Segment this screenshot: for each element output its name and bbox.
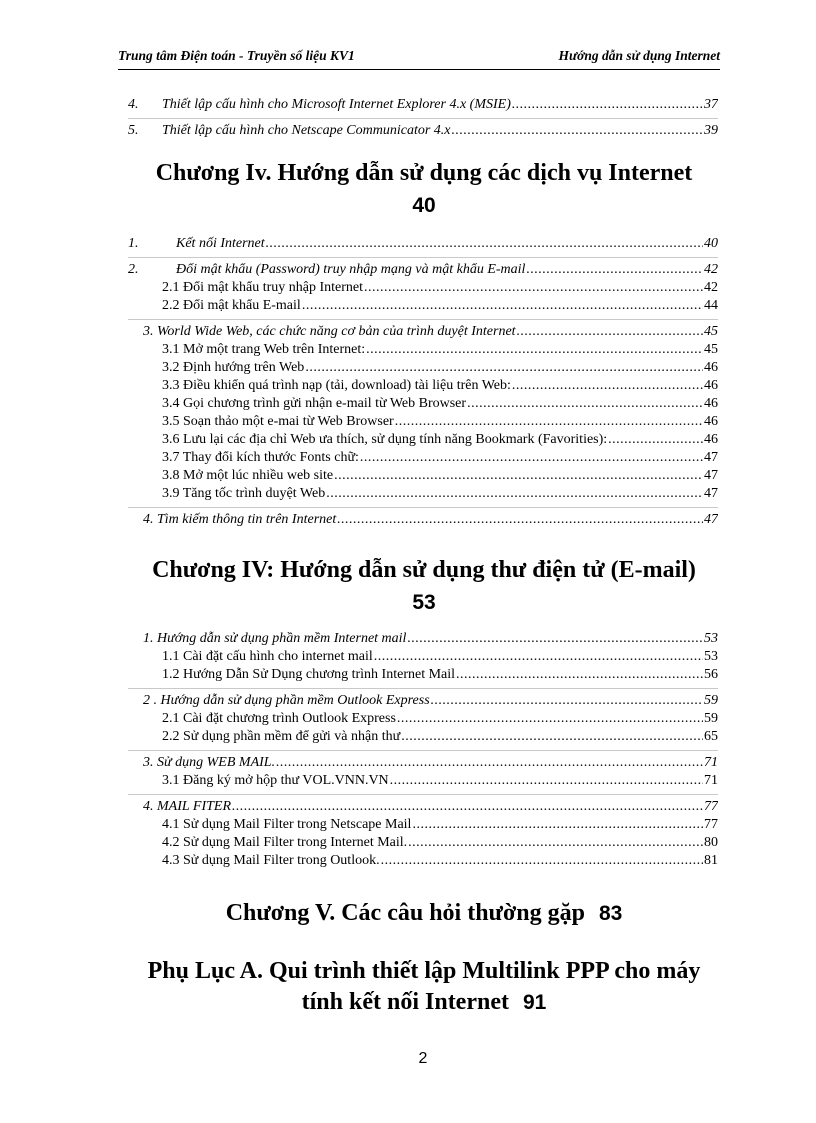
dot-leader	[407, 630, 703, 648]
entry-divider	[128, 750, 718, 751]
chapter-title-line-2: tính kết nối Internet	[301, 989, 509, 1015]
toc-block-2	[128, 235, 718, 529]
toc-subentry[interactable]: 2.2 Sử dụng phần mềm để gửi và nhận thư ..... 65	[128, 728, 718, 746]
dot-leader	[412, 816, 703, 834]
toc-subentry[interactable]: 4.1 Sử dụng Mail Filter trong Netscape Mail ..... 77	[128, 816, 718, 834]
toc-subentry[interactable]: 4.2 Sử dụng Mail Filter trong Internet Mail. ..... 80	[128, 834, 718, 852]
chapter-title: Chương V. Các câu hỏi thường gặp	[225, 900, 585, 926]
toc-subentry[interactable]: 3.8 Mở một lúc nhiều web site ..... 47	[128, 467, 718, 485]
chapter-title: Chương Iv. Hướng dẫn sử dụng các dịch vụ Internet	[155, 160, 693, 186]
dot-leader	[517, 323, 703, 341]
dot-leader	[526, 261, 703, 279]
toc-subentry[interactable]: 2.1 Đổi mật khẩu truy nhập Internet ..... 42	[128, 279, 718, 297]
dot-leader	[381, 852, 703, 870]
chapter-title-line-1: Phụ Lục A. Qui trình thiết lập Multilink PPP cho máy	[147, 958, 701, 984]
toc-subentry[interactable]: 2.2 Đổi mật khẩu E-mail ..... 44	[128, 297, 718, 315]
toc-entry[interactable]: 1. Kết nối Internet ..... 40	[128, 235, 718, 253]
toc-subentry[interactable]: 1.2 Hướng Dẫn Sử Dụng chương trình Internet Mail ..... 56	[128, 666, 718, 684]
header-rule	[118, 69, 720, 70]
entry-divider	[128, 257, 718, 258]
chapter-page: 53	[412, 591, 436, 614]
entry-divider	[128, 794, 718, 795]
toc-subentry[interactable]: 2.1 Cài đặt chương trình Outlook Express ..... 59	[128, 710, 718, 728]
chapter-heading[interactable]	[118, 555, 730, 618]
chapter-title: Chương IV: Hướng dẫn sử dụng thư điện tử (E-mail)	[152, 557, 696, 583]
chapter-page: 91	[522, 991, 547, 1014]
dot-leader	[366, 341, 703, 359]
toc-subentry[interactable]: 3.9 Tăng tốc trình duyệt Web ..... 47	[128, 485, 718, 503]
dot-leader	[608, 431, 703, 449]
dot-leader	[512, 96, 703, 114]
toc-entry[interactable]: 3. World Wide Web, các chức năng cơ bản của trình duyệt Internet ..... 45	[128, 323, 718, 341]
dot-leader	[302, 297, 703, 315]
toc-subentry[interactable]: 3.2 Định hướng trên Web ..... 46	[128, 359, 718, 377]
toc-subentry[interactable]: 3.4 Gọi chương trình gửi nhận e-mail từ Web Browser ..... 46	[128, 395, 718, 413]
chapter-page: 40	[412, 194, 436, 217]
header-left: Trung tâm Điện toán - Truyền số liệu KV1	[118, 48, 355, 63]
entry-divider	[128, 319, 718, 320]
toc-entry[interactable]: 4. Tìm kiếm thông tin trên Internet ..... 47	[128, 511, 718, 529]
toc-subentry[interactable]: 4.3 Sử dụng Mail Filter trong Outlook. ..... 81	[128, 852, 718, 870]
dot-leader	[512, 377, 703, 395]
dot-leader	[337, 511, 703, 529]
dot-leader	[452, 122, 703, 140]
dot-leader	[397, 710, 703, 728]
dot-leader	[232, 798, 703, 816]
toc-entry[interactable]: 2 . Hướng dẫn sử dụng phần mềm Outlook Express ..... 59	[128, 692, 718, 710]
toc-entry[interactable]: 4. MAIL FITER ..... 77	[128, 798, 718, 816]
header-right: Hướng dẫn sử dụng Internet	[558, 48, 720, 63]
dot-leader	[408, 834, 703, 852]
entry-divider	[128, 507, 718, 508]
page-header	[118, 48, 720, 70]
chapter-page: 83	[598, 902, 623, 925]
toc-subentry[interactable]: 3.3 Điều khiển quá trình nạp (tải, download) tài liệu trên Web: ..... 46	[128, 377, 718, 395]
toc-subentry[interactable]: 3.7 Thay đổi kích thước Fonts chữ: ..... 47	[128, 449, 718, 467]
toc-subentry[interactable]: 3.5 Soạn thảo một e-mai từ Web Browser ..... 46	[128, 413, 718, 431]
toc-entry[interactable]: 4. Thiết lập cấu hình cho Microsoft Internet Explorer 4.x (MSIE) ..... 37	[128, 96, 718, 114]
toc-subentry[interactable]: 1.1 Cài đặt cấu hình cho internet mail ..... 53	[128, 648, 718, 666]
toc-block-3	[128, 630, 718, 870]
dot-leader	[456, 666, 703, 684]
dot-leader	[266, 235, 703, 253]
toc-subentry[interactable]: 3.1 Mở một trang Web trên Internet: ..... 45	[128, 341, 718, 359]
dot-leader	[305, 359, 703, 377]
dot-leader	[276, 754, 703, 772]
dot-leader	[431, 692, 703, 710]
entry-divider	[128, 688, 718, 689]
toc-entry[interactable]: 5. Thiết lập cấu hình cho Netscape Communicator 4.x ..... 39	[128, 122, 718, 140]
dot-leader	[334, 467, 703, 485]
chapter-heading[interactable]	[118, 956, 730, 1018]
toc-subentry[interactable]: 3.1 Đăng ký mở hộp thư VOL.VNN.VN ..... 71	[128, 772, 718, 790]
dot-leader	[390, 772, 703, 790]
dot-leader	[326, 485, 703, 503]
dot-leader	[395, 413, 703, 431]
chapter-heading[interactable]	[118, 158, 730, 221]
toc-subentry[interactable]: 3.6 Lưu lại các địa chỉ Web ưa thích, sử dụng tính năng Bookmark (Favorities): ..... 46	[128, 431, 718, 449]
dot-leader	[467, 395, 703, 413]
toc-entry[interactable]: 2. Đổi mật khẩu (Password) truy nhập mạng và mật khẩu E-mail ..... 42	[128, 261, 718, 279]
dot-leader	[401, 728, 703, 746]
toc-block-1	[128, 96, 718, 140]
entry-divider	[128, 118, 718, 119]
page-number: 2	[418, 1050, 428, 1067]
toc-entry[interactable]: 3. Sử dụng WEB MAIL. ..... 71	[128, 754, 718, 772]
dot-leader	[374, 648, 703, 666]
dot-leader	[360, 449, 703, 467]
chapter-heading[interactable]	[118, 898, 730, 929]
dot-leader	[364, 279, 703, 297]
toc-entry[interactable]: 1. Hướng dẫn sử dụng phần mềm Internet mail ..... 53	[128, 630, 718, 648]
